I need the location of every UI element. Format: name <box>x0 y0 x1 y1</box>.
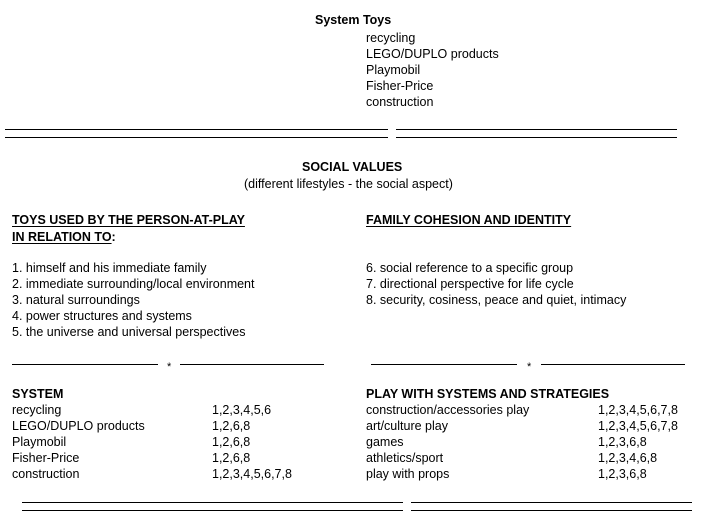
system-toys-title: System Toys <box>315 13 392 27</box>
play-row-name: construction/accessories play <box>366 403 530 417</box>
separator-rule <box>371 364 517 365</box>
system-toys-item: Fisher-Price <box>366 79 434 93</box>
separator-star: * <box>167 361 172 373</box>
relation-item: 2. immediate surrounding/local environment <box>12 277 255 291</box>
relation-item: 1. himself and his immediate family <box>12 261 207 275</box>
system-row-name: Fisher-Price <box>12 451 80 465</box>
play-row-name: games <box>366 435 404 449</box>
right-column-heading: FAMILY COHESION AND IDENTITY <box>366 213 572 227</box>
play-row-values: 1,2,3,4,5,6,7,8 <box>598 419 678 433</box>
play-row-name: play with props <box>366 467 450 481</box>
left-column-heading-line2-colon: : <box>111 230 116 244</box>
social-values-subheading: (different lifestyles - the social aspect) <box>244 177 453 191</box>
relation-item: 4. power structures and systems <box>12 309 192 323</box>
relation-item: 3. natural surroundings <box>12 293 140 307</box>
play-row-values: 1,2,3,6,8 <box>598 435 647 449</box>
system-toys-item: LEGO/DUPLO products <box>366 47 499 61</box>
divider-rule <box>5 137 388 138</box>
separator-rule <box>12 364 158 365</box>
divider-rule <box>411 510 692 511</box>
divider-rule <box>396 137 677 138</box>
left-column-heading-line1: TOYS USED BY THE PERSON-AT-PLAY <box>12 213 245 227</box>
system-row-name: recycling <box>12 403 62 417</box>
play-table-heading: PLAY WITH SYSTEMS AND STRATEGIES <box>366 387 610 401</box>
play-row-values: 1,2,3,4,6,8 <box>598 451 658 465</box>
system-toys-item: Playmobil <box>366 63 421 77</box>
relation-item: 7. directional perspective for life cycle <box>366 277 574 291</box>
system-toys-item: construction <box>366 95 434 109</box>
system-row-name: construction <box>12 467 80 481</box>
relation-item: 6. social reference to a specific group <box>366 261 574 275</box>
divider-rule <box>22 502 403 503</box>
play-row-values: 1,2,3,4,5,6,7,8 <box>598 403 678 417</box>
system-table-heading: SYSTEM <box>12 387 64 401</box>
system-toys-item: recycling <box>366 31 416 45</box>
play-row-name: art/culture play <box>366 419 448 433</box>
system-row-values: 1,2,3,4,5,6 <box>212 403 272 417</box>
play-row-values: 1,2,3,6,8 <box>598 467 647 481</box>
system-row-values: 1,2,6,8 <box>212 419 251 433</box>
system-row-values: 1,2,6,8 <box>212 435 251 449</box>
divider-rule <box>411 502 692 503</box>
system-row-values: 1,2,6,8 <box>212 451 251 465</box>
left-column-heading-line2-text: IN RELATION TO <box>12 230 112 244</box>
divider-rule <box>396 129 677 130</box>
separator-rule <box>180 364 324 365</box>
separator-star: * <box>527 361 532 373</box>
system-row-name: Playmobil <box>12 435 67 449</box>
relation-item: 5. the universe and universal perspectives <box>12 325 246 339</box>
separator-rule <box>541 364 685 365</box>
divider-rule <box>22 510 403 511</box>
relation-item: 8. security, cosiness, peace and quiet, intimacy <box>366 293 627 307</box>
left-column-heading-line2 <box>12 229 116 245</box>
system-row-name: LEGO/DUPLO products <box>12 419 145 433</box>
divider-rule <box>5 129 388 130</box>
system-row-values: 1,2,3,4,5,6,7,8 <box>212 467 292 481</box>
social-values-heading: SOCIAL VALUES <box>302 160 403 174</box>
play-row-name: athletics/sport <box>366 451 444 465</box>
